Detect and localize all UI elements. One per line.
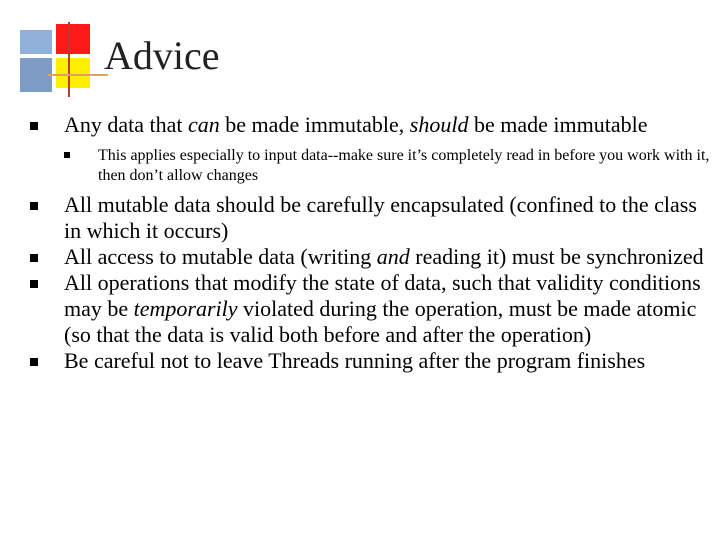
square-bullet-icon [30,358,38,366]
bullet-text: All access to mutable data (writing [64,244,377,269]
sub-bullet-text: This applies especially to input data--make sure it’s completely read in before you work with it, then don’t allow changes [98,147,710,184]
logo-horizontal-line [48,74,108,76]
logo-vertical-line [68,22,70,97]
bullet-text: be made immutable [468,112,648,137]
bullet-text: reading it) must be synchronized [409,244,704,269]
square-bullet-icon [30,254,38,262]
slide-logo [10,12,90,84]
slide-title: Advice [104,33,220,78]
bullet-text: Any data that [64,112,189,137]
logo-square-yellow [56,58,90,88]
bullet-item-immutable [30,112,710,138]
emphasis-text: should [409,112,469,137]
bullet-item-synchronized [30,244,710,270]
bullet-item-encapsulated [30,192,710,244]
bullet-text: Be careful not to leave Threads running after the program finishes [64,348,646,373]
bullet-list [30,112,710,374]
bullet-text: All operations that modify the state of data, such that validity conditions may be [64,270,701,321]
logo-square-blue-top [20,30,52,54]
bullet-item-threads [30,348,710,374]
emphasis-text: and [376,244,410,269]
bullet-text: be made immutable, [219,112,410,137]
emphasis-text: temporarily [133,296,238,321]
square-bullet-icon [30,280,38,288]
emphasis-text: can [188,112,220,137]
bullet-text: violated during the operation, must be made atomic (so that the data is valid both before and after the operation) [64,296,697,347]
bullet-item-atomic [30,270,710,348]
sub-bullet-input-data [30,146,710,186]
logo-square-red [56,24,90,54]
square-bullet-icon [30,202,38,210]
square-bullet-icon [64,152,70,158]
square-bullet-icon [30,122,38,130]
bullet-text: All mutable data should be carefully encapsulated (confined to the class in which it occurs) [64,192,697,243]
